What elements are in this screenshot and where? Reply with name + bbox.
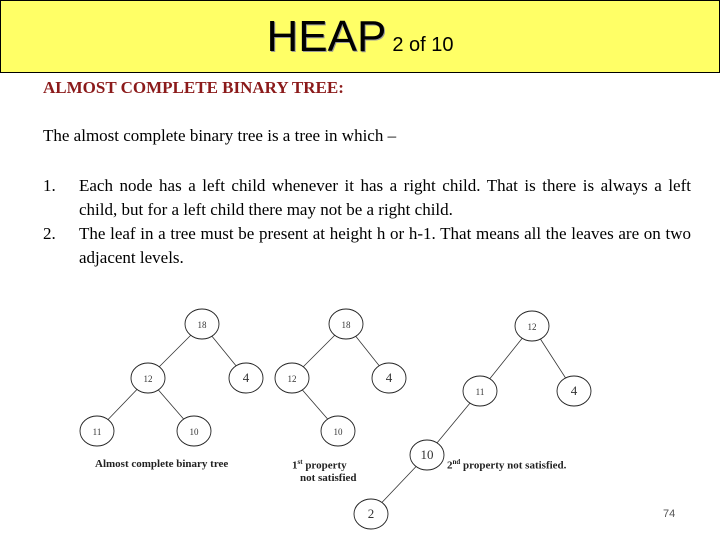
node-label: 11 — [92, 427, 102, 437]
page-number: 74 — [663, 508, 676, 520]
item-number: 2. — [43, 224, 56, 243]
tree-node — [329, 309, 363, 339]
tree-node — [515, 311, 549, 341]
tree-node — [354, 499, 388, 529]
slide-title: HEAP — [266, 12, 387, 61]
slide-subtitle: 2 of 10 — [392, 34, 454, 56]
node-label: 12 — [527, 322, 537, 332]
tree-node — [131, 363, 165, 393]
item-text: The leaf in a tree must be present at height h or h-1. That means all the leaves are on two adjacent levels. — [79, 224, 691, 267]
node-label: 4 — [242, 370, 250, 385]
node-label: 2 — [367, 506, 375, 521]
tree-node — [557, 376, 591, 406]
node-label: 10 — [420, 447, 434, 462]
tree-node — [410, 440, 444, 470]
intro-text: The almost complete binary tree is a tree in which – — [43, 126, 397, 145]
tree-node — [372, 363, 406, 393]
tree-node — [229, 363, 263, 393]
node-label: 10 — [189, 427, 199, 437]
node-label: 12 — [287, 374, 297, 384]
node-label: 18 — [197, 320, 207, 330]
node-label: 4 — [570, 383, 578, 398]
tree-node — [177, 416, 211, 446]
tree-3-caption: 2nd property not satisfied. — [447, 458, 567, 472]
tree-node — [80, 416, 114, 446]
tree-node — [321, 416, 355, 446]
section-heading: ALMOST COMPLETE BINARY TREE: — [43, 78, 344, 97]
node-label: 18 — [341, 320, 351, 330]
item-text: Each node has a left child whenever it has a right child. That is there is always a left child, but for a left child there may not be a right child. — [79, 176, 691, 219]
node-label: 12 — [143, 374, 153, 384]
tree-node — [185, 309, 219, 339]
item-number: 1. — [43, 176, 56, 195]
tree-node — [463, 376, 497, 406]
node-label: 10 — [333, 427, 343, 437]
tree-2-caption: 1st property not satisfied — [292, 458, 357, 484]
node-label: 11 — [475, 387, 485, 397]
tree-1-caption: Almost complete binary tree — [95, 458, 229, 470]
tree-node — [275, 363, 309, 393]
node-label: 4 — [385, 370, 393, 385]
